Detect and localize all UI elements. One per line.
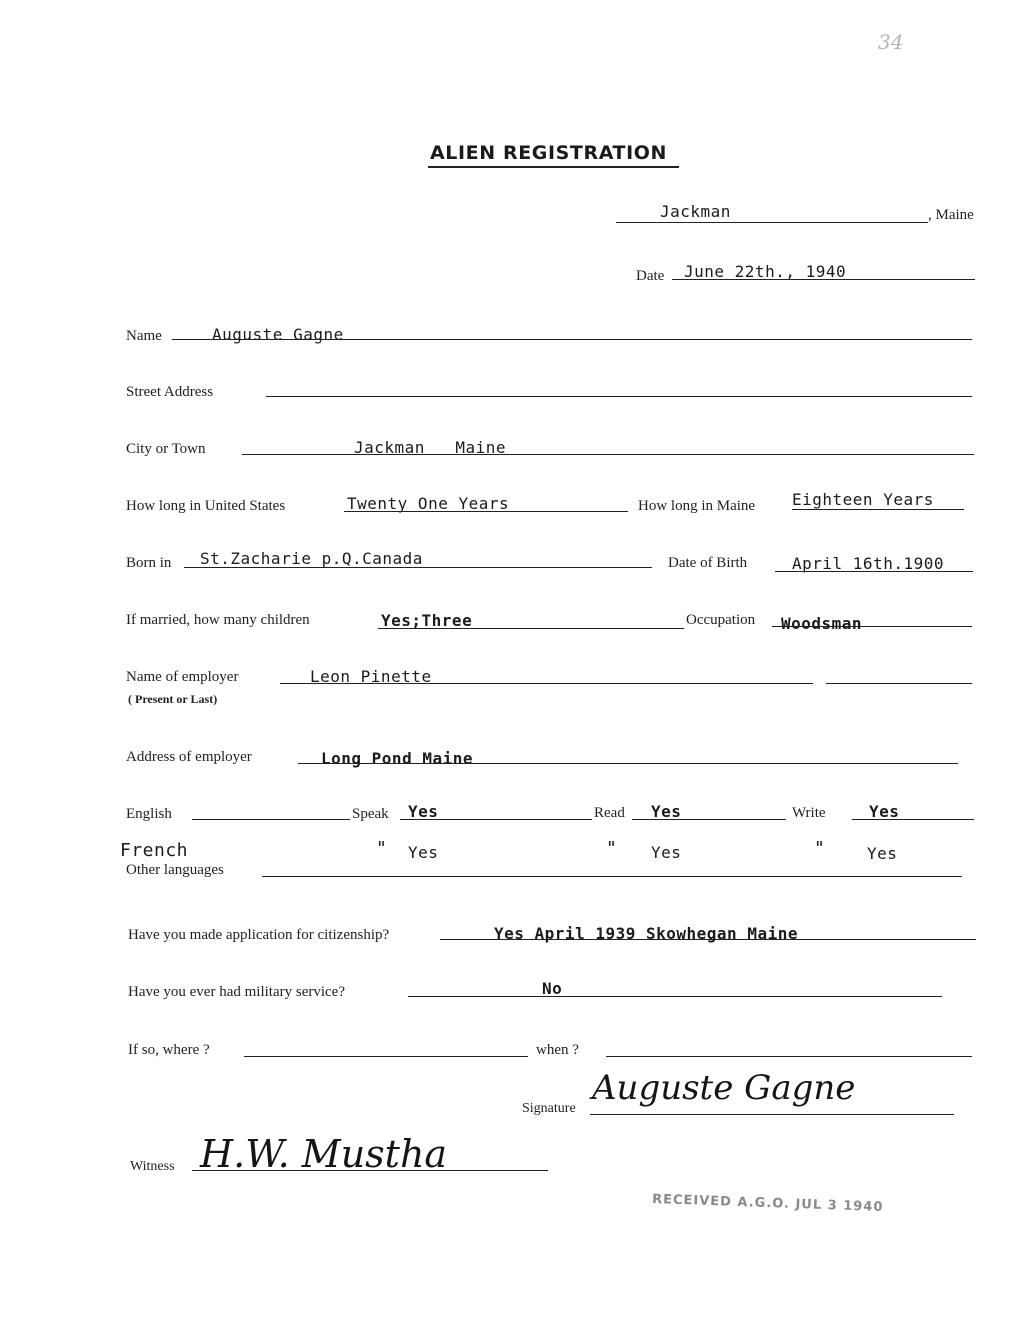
date-of-birth-value: April 16th.1900 bbox=[792, 554, 944, 573]
signature-label: Signature bbox=[522, 1101, 576, 1116]
page-number: 34 bbox=[878, 30, 904, 54]
street-address-line bbox=[266, 396, 972, 397]
witness-signature: H.W. Mustha bbox=[200, 1132, 448, 1176]
form-title: ALIEN REGISTRATION bbox=[430, 142, 668, 164]
french-read-ditto: " bbox=[606, 838, 618, 859]
where-line bbox=[244, 1056, 528, 1057]
employer-sublabel: ( Present or Last) bbox=[128, 692, 218, 706]
employer-line bbox=[280, 683, 813, 684]
when-label: when ? bbox=[536, 1042, 579, 1058]
when-line bbox=[606, 1056, 972, 1057]
french-read-value: Yes bbox=[651, 843, 682, 862]
if-so-where-label: If so, where ? bbox=[128, 1042, 210, 1058]
city-line bbox=[242, 454, 974, 455]
other-languages-line bbox=[262, 876, 962, 877]
french-speak-ditto: " bbox=[376, 838, 388, 859]
location-town: Jackman bbox=[660, 202, 731, 221]
read-label: Read bbox=[594, 805, 625, 821]
french-write-ditto: " bbox=[814, 838, 826, 859]
date-line bbox=[672, 279, 975, 280]
title-underline bbox=[428, 166, 679, 168]
employer-address-label: Address of employer bbox=[126, 749, 252, 765]
employer-address-value: Long Pond Maine bbox=[321, 749, 473, 768]
citizenship-line bbox=[440, 939, 976, 940]
french-write-value: Yes bbox=[867, 844, 898, 863]
name-line bbox=[172, 339, 972, 340]
occupation-value: Woodsman bbox=[781, 614, 863, 633]
military-label: Have you ever had military service? bbox=[128, 984, 345, 1000]
city-label: City or Town bbox=[126, 441, 206, 457]
military-value: No bbox=[542, 979, 563, 998]
children-label: If married, how many children bbox=[126, 612, 310, 628]
location-state: , Maine bbox=[928, 207, 974, 223]
employer-line-extra bbox=[826, 683, 972, 684]
how-long-maine-value: Eighteen Years bbox=[792, 490, 934, 509]
street-address-label: Street Address bbox=[126, 384, 214, 400]
employer-value: Leon Pinette bbox=[310, 667, 432, 686]
date-label: Date bbox=[636, 268, 665, 284]
name-value: Auguste Gagne bbox=[212, 325, 344, 344]
how-long-maine-label: How long in Maine bbox=[638, 498, 756, 514]
military-line bbox=[408, 996, 942, 997]
read-line bbox=[632, 819, 786, 820]
received-stamp: RECEIVED A.G.O. JUL 3 1940 bbox=[651, 1191, 884, 1216]
english-speak-value: Yes bbox=[408, 802, 439, 821]
date-value: June 22th., 1940 bbox=[684, 262, 847, 281]
how-long-us-label: How long in United States bbox=[126, 498, 286, 514]
how-long-us-value: Twenty One Years bbox=[347, 494, 510, 513]
date-of-birth-label: Date of Birth bbox=[668, 555, 748, 571]
location-line bbox=[616, 222, 928, 223]
how-long-maine-line bbox=[792, 509, 964, 510]
born-in-line bbox=[184, 567, 652, 568]
children-value: Yes;Three bbox=[381, 611, 473, 630]
write-line bbox=[852, 819, 974, 820]
how-long-us-line bbox=[344, 511, 628, 512]
witness-line bbox=[192, 1170, 548, 1171]
english-write-value: Yes bbox=[869, 802, 900, 821]
name-label: Name bbox=[126, 328, 162, 344]
witness-label: Witness bbox=[130, 1159, 175, 1174]
citizenship-label: Have you made application for citizenship? bbox=[128, 927, 390, 943]
signature-value: Auguste Gagne bbox=[592, 1068, 856, 1108]
signature-line bbox=[590, 1114, 954, 1115]
english-label: English bbox=[126, 806, 172, 822]
french-speak-value: Yes bbox=[408, 843, 439, 862]
city-value: Jackman Maine bbox=[354, 438, 506, 457]
speak-line bbox=[400, 819, 592, 820]
english-read-value: Yes bbox=[651, 802, 682, 821]
citizenship-value: Yes April 1939 Skowhegan Maine bbox=[494, 924, 798, 943]
english-line bbox=[192, 819, 350, 820]
children-line bbox=[378, 628, 684, 629]
employer-address-line bbox=[298, 763, 958, 764]
born-in-value: St.Zacharie p.Q.Canada bbox=[200, 549, 423, 568]
born-in-label: Born in bbox=[126, 555, 172, 571]
employer-label: Name of employer bbox=[126, 669, 239, 685]
other-languages-label: Other languages bbox=[126, 862, 224, 878]
write-label: Write bbox=[792, 805, 826, 821]
date-of-birth-line bbox=[775, 571, 973, 572]
speak-label: Speak bbox=[352, 806, 389, 822]
french-label: French bbox=[120, 840, 189, 861]
occupation-label: Occupation bbox=[686, 612, 756, 628]
occupation-line bbox=[772, 626, 972, 627]
